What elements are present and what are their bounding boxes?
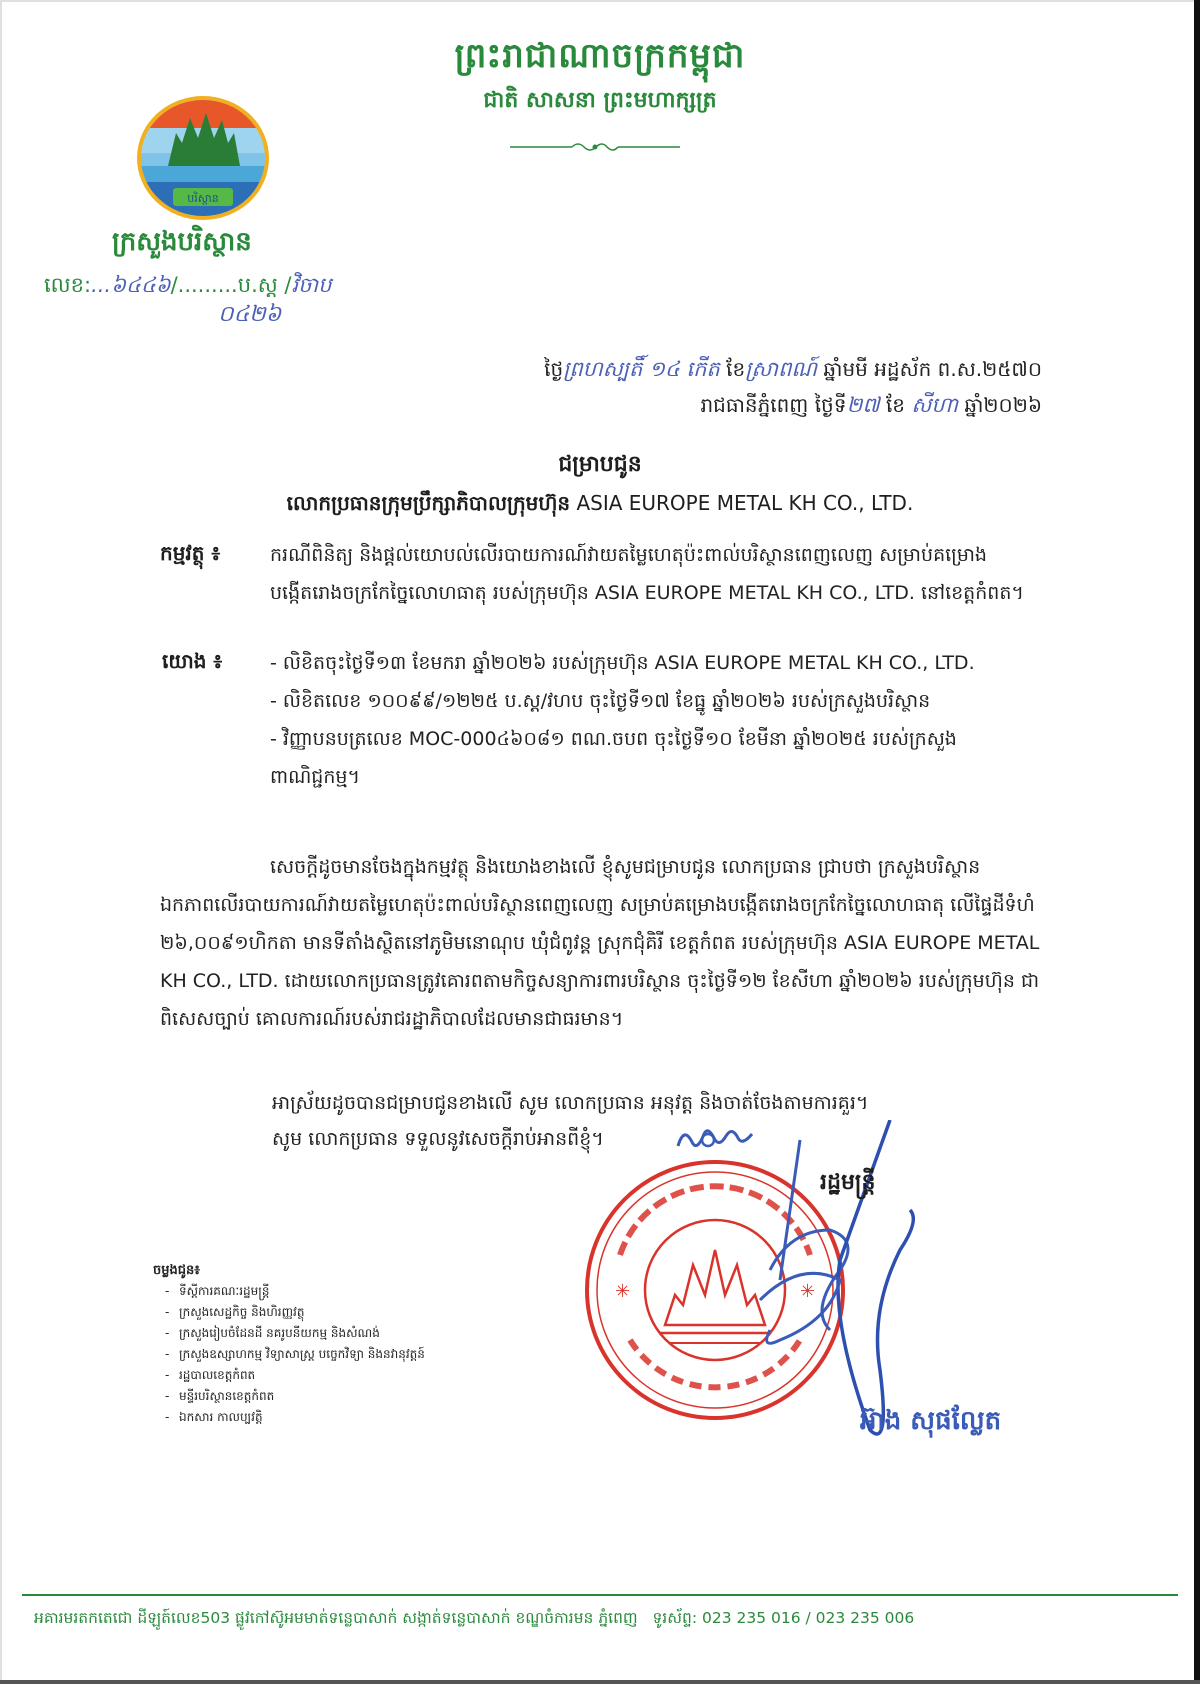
ref-suffix-handwritten: វិចាប <box>291 273 332 297</box>
reference-number-line <box>44 272 332 303</box>
cc-item: - ទីស្តីការគណៈរដ្ឋមន្ត្រី <box>153 1281 425 1302</box>
svg-text:✳: ✳ <box>800 1281 816 1302</box>
cc-item: - មន្ទីរបរិស្ថានខេត្តកំពត <box>153 1386 425 1407</box>
recipient <box>0 490 1200 520</box>
footer-phone: ទូរស័ព្ទ: 023 235 016 / 023 235 006 <box>652 1609 915 1627</box>
body-paragraph: សេចក្តីដូចមានចែងក្នុងកម្មវត្ថុ និងយោងខាងលើ ខ្ញុំសូមជម្រាបជូន លោកប្រធាន ជ្រាបថា ក្រសួងបរិស្ថានឯកភាពលើរបាយការណ៍វាយតម្លៃហេតុប៉ះពាល់បរិស្ថានពេញលេញ សម្រាប់គម្រោងបង្កើតរោងចក្រកែច្នៃលោហធាតុ លើផ្ទៃដីទំហំ ២៦,០០៩១ហិកតា មានទីតាំងស្ថិតនៅភូមិមនោណុប ឃុំជំពូវន្ត ស្រុកជុំគិរី ខេត្តកំពត របស់ក្រុមហ៊ុន ASIA EUROPE METAL KH CO., LTD. ដោយលោកប្រធានត្រូវគោរពតាមកិច្ចសន្យាការពារបរិស្ថាន ចុះថ្ងៃទី១២ ខែសីហា ឆ្នាំ២០២៦ របស់ក្រុមហ៊ុន ជាពិសេសច្បាប់ គោលការណ៍របស់រាជរដ្ឋាភិបាលដែលមានជាធរមាន។ <box>160 856 1040 1030</box>
cc-item: - ឯកសារ កាលប្បវត្តិ <box>153 1407 425 1428</box>
recipient-company: ASIA EUROPE METAL KH CO., LTD. <box>576 491 914 515</box>
recipient-title: លោកប្រធានក្រុមប្រឹក្សាភិបាលក្រុមហ៊ុន <box>286 491 571 515</box>
reference-item: - វិញ្ញាបនបត្រលេខ MOC-000៤៦០៨១ ពណ.ចបព ចុះថ្ងៃទី១០ ខែមីនា ឆ្នាំ២០២៥ របស់ក្រសួងពាណិជ្ជកម្ម។ <box>270 728 957 788</box>
ministry-name: ក្រសួងបរិស្ថាន <box>112 227 252 257</box>
lunar-day-handwritten: ព្រហស្បតិ៍ ១៤ កើត <box>563 357 720 381</box>
cc-item: - ក្រសួងរៀបចំដែនដី នគរូបនីយកម្ម និងសំណង់ <box>153 1323 425 1344</box>
subject-text: ករណីពិនិត្យ និងផ្តល់យោបល់លើរបាយការណ៍វាយតម្លៃហេតុប៉ះពាល់បរិស្ថានពេញលេញ សម្រាប់គម្រោងបង្កើតរោងចក្រកែច្នៃលោហធាតុ របស់ក្រុមហ៊ុន ASIA EUROPE METAL KH CO., LTD. នៅខេត្តកំពត។ <box>270 544 1024 604</box>
ref-prefix: លេខ: <box>44 273 92 297</box>
reference-list <box>270 644 1040 796</box>
cc-list <box>153 1260 425 1428</box>
ref-number-handwritten: ...៦៤៤៦ <box>91 273 171 297</box>
ministry-logo-icon <box>128 88 278 228</box>
subject-label: កម្មវត្ថុ ៖ <box>160 541 221 565</box>
solar-year: ឆ្នាំ២០២៦ <box>964 393 1042 417</box>
footer-address <box>34 1608 1174 1631</box>
national-motto: ជាតិ សាសនា ព្រះមហាក្សត្រ <box>483 88 717 113</box>
lunar-month-handwritten: ស្រាពណ៍ <box>745 357 818 381</box>
cc-item: - ក្រសួងឧស្សាហកម្ម វិទ្យាសាស្ត្រ បច្ចេកវិទ្យា និងនវានុវត្តន៍ <box>153 1344 425 1365</box>
minister-title: រដ្ឋមន្ត្រី <box>820 1170 876 1195</box>
lunar-month-label: ខែ <box>726 357 746 381</box>
solar-date <box>700 392 1042 423</box>
reference-label: យោង ៖ <box>162 649 223 673</box>
solar-month-handwritten: សីហា <box>911 393 958 417</box>
reference-item: - លិខិតលេខ ១០០៩៩/១២២៥ ប.ស្ត/វហប ចុះថ្ងៃទី១៧ ខែធ្នូ ឆ្នាំ២០២៦ របស់ក្រសួងបរិស្ថាន <box>270 690 931 712</box>
salutation: ជម្រាបជូន <box>558 452 642 477</box>
scan-edge <box>1194 0 1200 1684</box>
ref-suffix: ប.ស្ត / <box>237 273 292 297</box>
minister-name: អ៊ាង សុផល្លែត <box>860 1406 1002 1436</box>
cc-item: - ក្រសួងសេដ្ឋកិច្ច និងហិរញ្ញវត្ថុ <box>153 1302 425 1323</box>
closing-line-1: អាស្រ័យដូចបានជម្រាបជូនខាងលើ សូម លោកប្រធាន អនុវត្ត និងចាត់ចែងតាមការគួរ។ <box>272 1092 869 1114</box>
solar-day-handwritten: ២៧ <box>846 393 880 417</box>
cc-title: ចម្លងជូន៖ <box>153 1263 200 1278</box>
scan-edge-bottom <box>0 1680 1200 1684</box>
lunar-year: ឆ្នាំមមី អដ្ឋស័ក ព.ស.២៥៧០ <box>823 357 1042 381</box>
kingdom-title: ព្រះរាជាណាចក្រកម្ពុជា <box>454 36 746 76</box>
svg-text:✳: ✳ <box>615 1281 631 1302</box>
cc-item: - រដ្ឋបាលខេត្តកំពត <box>153 1365 425 1386</box>
closing-line-2: សូម លោកប្រធាន ទទួលនូវសេចក្តីរាប់អានពីខ្ញុំ។ <box>272 1128 604 1150</box>
ornament-divider-icon <box>510 140 680 154</box>
lunar-date <box>544 356 1042 387</box>
lunar-prefix: ថ្ងៃ <box>544 357 564 381</box>
footer-divider <box>22 1594 1178 1596</box>
reference-item: - លិខិតចុះថ្ងៃទី១៣ ខែមករា ឆ្នាំ២០២៦ របស់ក្រុមហ៊ុន ASIA EUROPE METAL KH CO., LTD. <box>270 652 975 674</box>
solar-month-label: ខែ <box>885 393 905 417</box>
solar-prefix: រាជធានីភ្នំពេញ ថ្ងៃទី <box>700 393 847 417</box>
ref-number-2-handwritten: ០៤២៦ <box>218 302 282 327</box>
logo-text: បរិស្ថាន <box>187 192 219 205</box>
footer-address-text: អគារមរតកតេជោ ដីឡូត៍លេខ503 ផ្លូវកៅស៊ូអមមាត់ទន្លេបាសាក់ សង្កាត់ទន្លេបាសាក់ ខណ្ឌចំការមន ភ្នំពេញ <box>34 1609 638 1627</box>
ref-dots: /......... <box>170 273 238 297</box>
